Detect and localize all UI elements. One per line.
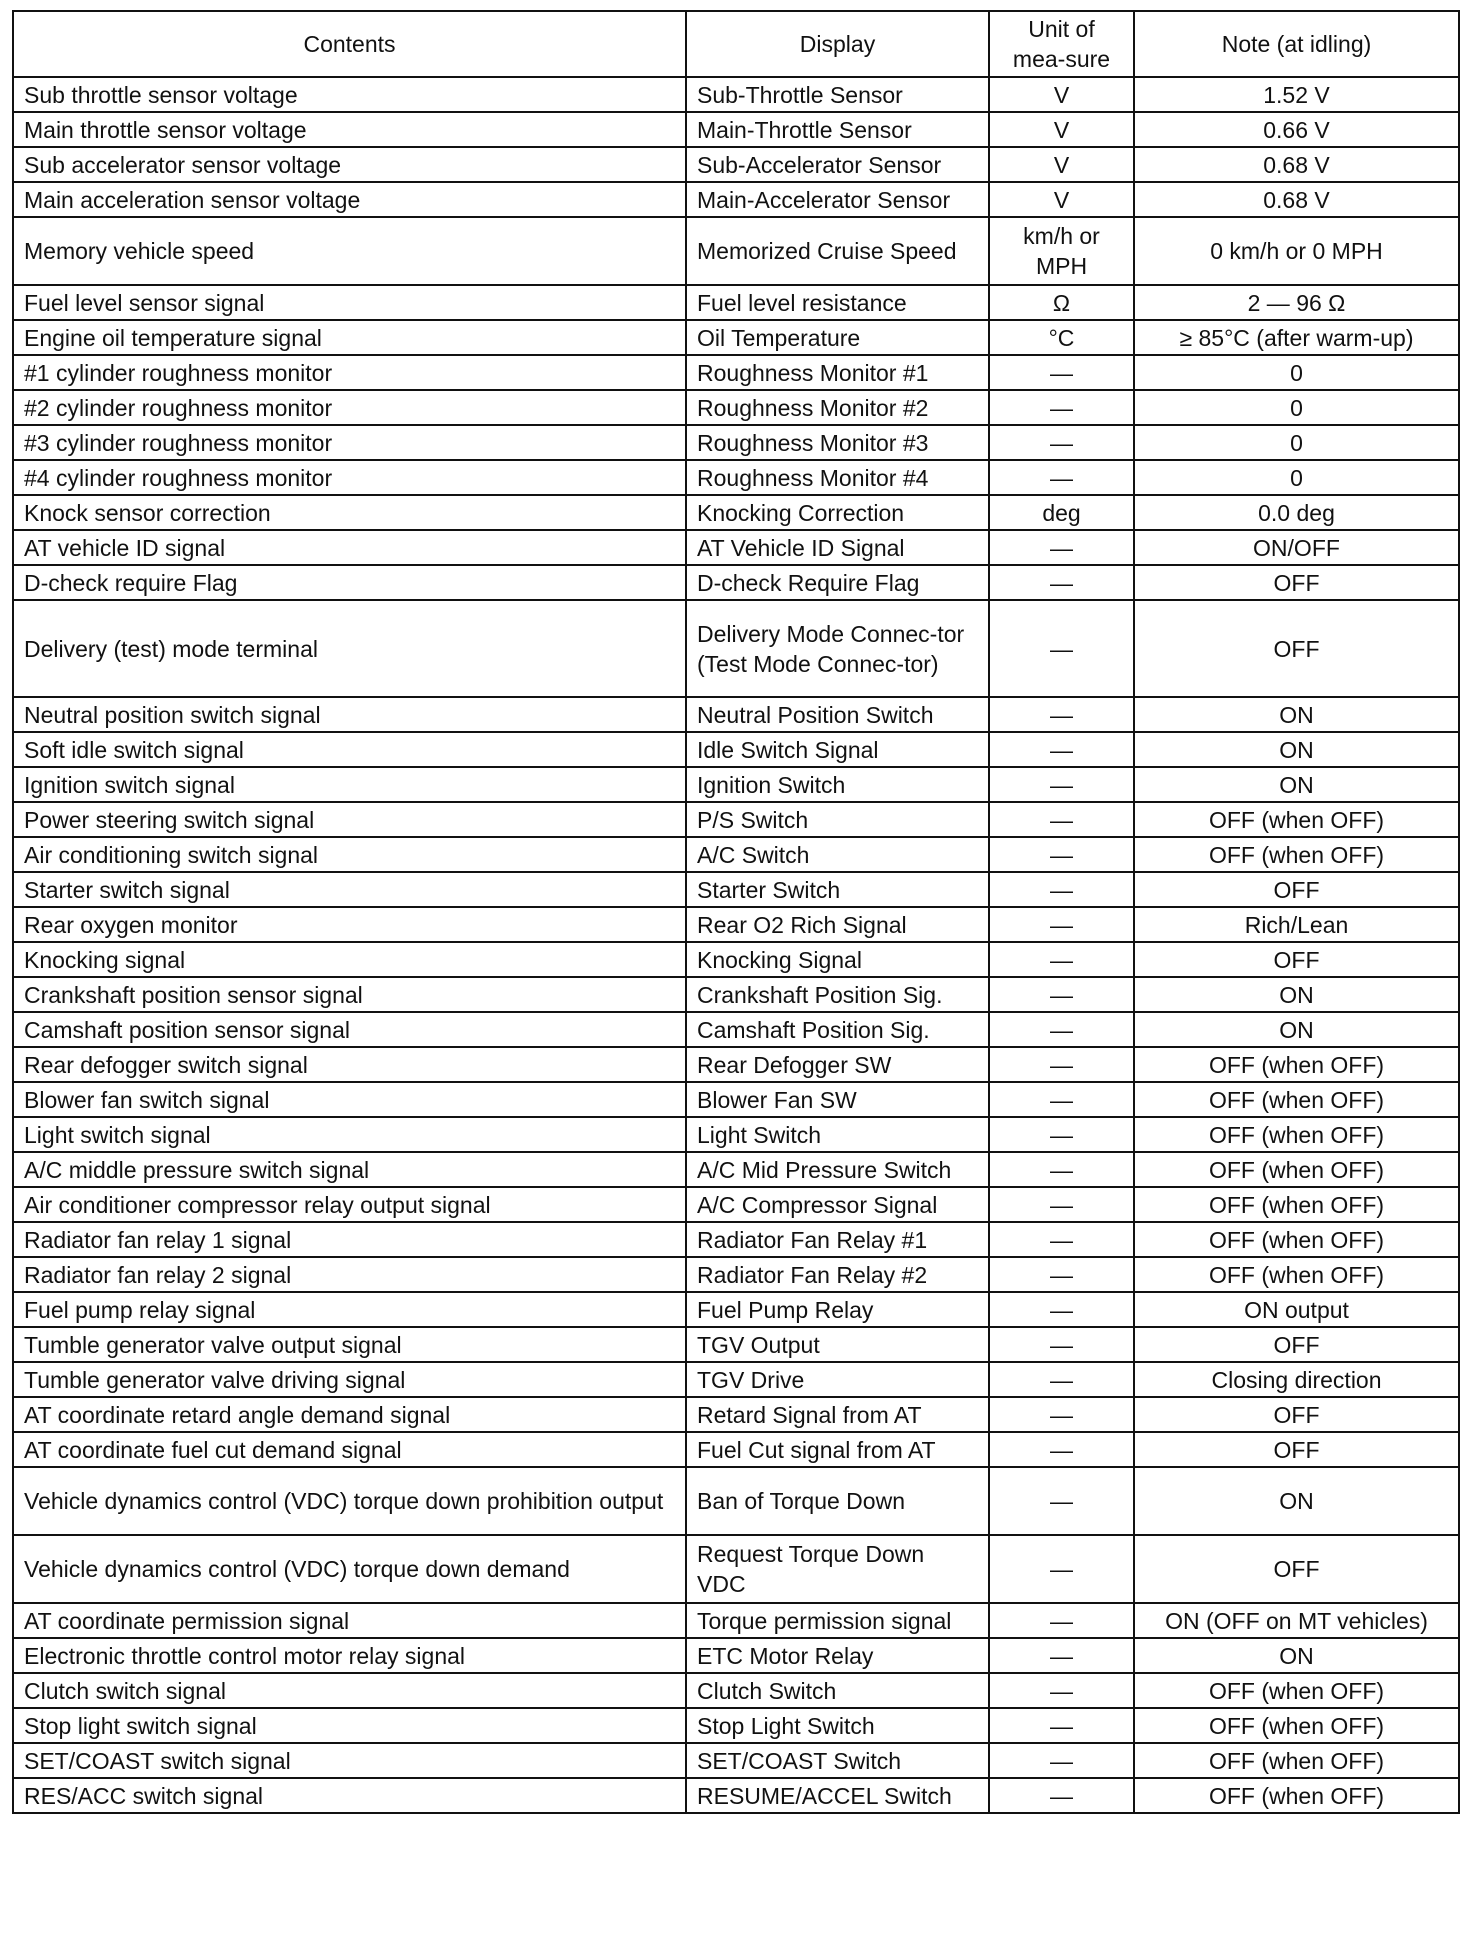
table-body	[13, 77, 1459, 1813]
cell-display: Roughness Monitor #4	[686, 460, 989, 495]
cell-note: OFF	[1134, 1535, 1459, 1603]
cell-note: ON	[1134, 977, 1459, 1012]
table-row	[13, 1743, 1459, 1778]
table-row	[13, 1708, 1459, 1743]
cell-unit: —	[989, 565, 1134, 600]
cell-display: Roughness Monitor #1	[686, 355, 989, 390]
cell-note: OFF (when OFF)	[1134, 1673, 1459, 1708]
cell-contents: Vehicle dynamics control (VDC) torque down prohibition output	[13, 1467, 686, 1535]
table-row	[13, 390, 1459, 425]
cell-display: Delivery Mode Connec-tor (Test Mode Connec-tor)	[686, 600, 989, 697]
cell-unit: —	[989, 802, 1134, 837]
cell-unit: —	[989, 1117, 1134, 1152]
table-row	[13, 1047, 1459, 1082]
cell-unit: V	[989, 147, 1134, 182]
table-row	[13, 182, 1459, 217]
cell-note: ON	[1134, 767, 1459, 802]
table-row	[13, 495, 1459, 530]
cell-unit: —	[989, 1467, 1134, 1535]
table-row	[13, 600, 1459, 697]
cell-note: ON	[1134, 1012, 1459, 1047]
cell-unit: —	[989, 837, 1134, 872]
cell-unit: V	[989, 112, 1134, 147]
cell-display: Main-Accelerator Sensor	[686, 182, 989, 217]
cell-display: Fuel Cut signal from AT	[686, 1432, 989, 1467]
cell-contents: A/C middle pressure switch signal	[13, 1152, 686, 1187]
cell-note: 0.68 V	[1134, 182, 1459, 217]
table-row	[13, 907, 1459, 942]
cell-unit: —	[989, 1187, 1134, 1222]
cell-unit: —	[989, 355, 1134, 390]
cell-note: OFF (when OFF)	[1134, 1778, 1459, 1813]
cell-unit: —	[989, 732, 1134, 767]
table-row	[13, 320, 1459, 355]
table-row	[13, 1222, 1459, 1257]
table-row	[13, 1432, 1459, 1467]
cell-note: 2 — 96 Ω	[1134, 285, 1459, 320]
table-row	[13, 460, 1459, 495]
cell-unit: km/h or MPH	[989, 217, 1134, 285]
cell-contents: AT coordinate permission signal	[13, 1603, 686, 1638]
cell-contents: Camshaft position sensor signal	[13, 1012, 686, 1047]
cell-unit: —	[989, 1362, 1134, 1397]
header-note: Note (at idling)	[1134, 11, 1459, 77]
cell-display: Radiator Fan Relay #2	[686, 1257, 989, 1292]
cell-contents: Rear defogger switch signal	[13, 1047, 686, 1082]
table-row	[13, 565, 1459, 600]
cell-unit: —	[989, 390, 1134, 425]
cell-note: 0	[1134, 390, 1459, 425]
cell-contents: Starter switch signal	[13, 872, 686, 907]
cell-note: ON	[1134, 697, 1459, 732]
cell-contents: Tumble generator valve output signal	[13, 1327, 686, 1362]
cell-note: OFF	[1134, 872, 1459, 907]
data-monitor-table	[12, 10, 1460, 1814]
table-row	[13, 1362, 1459, 1397]
table-row	[13, 1117, 1459, 1152]
cell-contents: Ignition switch signal	[13, 767, 686, 802]
table-row	[13, 977, 1459, 1012]
table-row	[13, 425, 1459, 460]
cell-unit: —	[989, 1397, 1134, 1432]
cell-unit: —	[989, 1082, 1134, 1117]
cell-contents: Stop light switch signal	[13, 1708, 686, 1743]
cell-display: Crankshaft Position Sig.	[686, 977, 989, 1012]
cell-contents: #3 cylinder roughness monitor	[13, 425, 686, 460]
cell-display: Knocking Correction	[686, 495, 989, 530]
table-row	[13, 1292, 1459, 1327]
cell-unit: —	[989, 425, 1134, 460]
cell-note: OFF (when OFF)	[1134, 1743, 1459, 1778]
header-unit: Unit of mea-sure	[989, 11, 1134, 77]
cell-display: Starter Switch	[686, 872, 989, 907]
cell-contents: #1 cylinder roughness monitor	[13, 355, 686, 390]
cell-note: 0	[1134, 425, 1459, 460]
cell-unit: —	[989, 697, 1134, 732]
cell-contents: Soft idle switch signal	[13, 732, 686, 767]
cell-display: Sub-Accelerator Sensor	[686, 147, 989, 182]
cell-unit: —	[989, 942, 1134, 977]
cell-display: Oil Temperature	[686, 320, 989, 355]
cell-contents: Rear oxygen monitor	[13, 907, 686, 942]
table-row	[13, 147, 1459, 182]
table-row	[13, 872, 1459, 907]
cell-note: OFF (when OFF)	[1134, 1257, 1459, 1292]
cell-unit: —	[989, 1432, 1134, 1467]
cell-contents: Tumble generator valve driving signal	[13, 1362, 686, 1397]
cell-unit: —	[989, 530, 1134, 565]
cell-unit: —	[989, 1638, 1134, 1673]
cell-note: ≥ 85°C (after warm-up)	[1134, 320, 1459, 355]
cell-display: Roughness Monitor #3	[686, 425, 989, 460]
table-row	[13, 1535, 1459, 1603]
cell-note: 0 km/h or 0 MPH	[1134, 217, 1459, 285]
cell-unit: °C	[989, 320, 1134, 355]
cell-note: OFF	[1134, 1327, 1459, 1362]
cell-unit: —	[989, 767, 1134, 802]
cell-unit: —	[989, 1603, 1134, 1638]
table-row	[13, 697, 1459, 732]
cell-note: OFF (when OFF)	[1134, 1117, 1459, 1152]
cell-display: AT Vehicle ID Signal	[686, 530, 989, 565]
cell-contents: Memory vehicle speed	[13, 217, 686, 285]
table-row	[13, 767, 1459, 802]
cell-unit: Ω	[989, 285, 1134, 320]
cell-contents: D-check require Flag	[13, 565, 686, 600]
cell-contents: Crankshaft position sensor signal	[13, 977, 686, 1012]
cell-display: Retard Signal from AT	[686, 1397, 989, 1432]
cell-note: OFF (when OFF)	[1134, 837, 1459, 872]
cell-display: Roughness Monitor #2	[686, 390, 989, 425]
cell-unit: —	[989, 1778, 1134, 1813]
header-contents: Contents	[13, 11, 686, 77]
cell-display: Ignition Switch	[686, 767, 989, 802]
cell-note: Rich/Lean	[1134, 907, 1459, 942]
cell-note: 1.52 V	[1134, 77, 1459, 112]
cell-unit: —	[989, 1708, 1134, 1743]
cell-display: Torque permission signal	[686, 1603, 989, 1638]
cell-contents: SET/COAST switch signal	[13, 1743, 686, 1778]
cell-contents: Engine oil temperature signal	[13, 320, 686, 355]
cell-display: Fuel level resistance	[686, 285, 989, 320]
cell-display: Knocking Signal	[686, 942, 989, 977]
cell-contents: Light switch signal	[13, 1117, 686, 1152]
table-row	[13, 1467, 1459, 1535]
cell-note: OFF	[1134, 942, 1459, 977]
cell-display: A/C Mid Pressure Switch	[686, 1152, 989, 1187]
cell-contents: Sub throttle sensor voltage	[13, 77, 686, 112]
cell-unit: —	[989, 1292, 1134, 1327]
cell-note: ON	[1134, 1467, 1459, 1535]
cell-contents: Neutral position switch signal	[13, 697, 686, 732]
cell-contents: AT vehicle ID signal	[13, 530, 686, 565]
cell-note: OFF (when OFF)	[1134, 1222, 1459, 1257]
table-row	[13, 1638, 1459, 1673]
cell-note: 0	[1134, 460, 1459, 495]
cell-contents: Sub accelerator sensor voltage	[13, 147, 686, 182]
cell-note: OFF	[1134, 1397, 1459, 1432]
cell-note: OFF (when OFF)	[1134, 1082, 1459, 1117]
cell-display: Request Torque Down VDC	[686, 1535, 989, 1603]
cell-note: OFF (when OFF)	[1134, 1187, 1459, 1222]
cell-contents: Main acceleration sensor voltage	[13, 182, 686, 217]
cell-display: P/S Switch	[686, 802, 989, 837]
cell-unit: —	[989, 1012, 1134, 1047]
cell-unit: —	[989, 1535, 1134, 1603]
table-row	[13, 1187, 1459, 1222]
cell-contents: #2 cylinder roughness monitor	[13, 390, 686, 425]
cell-display: D-check Require Flag	[686, 565, 989, 600]
cell-note: OFF (when OFF)	[1134, 1152, 1459, 1187]
cell-unit: —	[989, 977, 1134, 1012]
table-row	[13, 285, 1459, 320]
cell-contents: Air conditioner compressor relay output signal	[13, 1187, 686, 1222]
cell-unit: V	[989, 182, 1134, 217]
cell-contents: Air conditioning switch signal	[13, 837, 686, 872]
cell-unit: —	[989, 1152, 1134, 1187]
cell-contents: AT coordinate retard angle demand signal	[13, 1397, 686, 1432]
cell-note: ON (OFF on MT vehicles)	[1134, 1603, 1459, 1638]
cell-display: ETC Motor Relay	[686, 1638, 989, 1673]
cell-unit: —	[989, 872, 1134, 907]
cell-contents: Radiator fan relay 2 signal	[13, 1257, 686, 1292]
cell-display: Rear O2 Rich Signal	[686, 907, 989, 942]
cell-unit: V	[989, 77, 1134, 112]
cell-contents: Electronic throttle control motor relay signal	[13, 1638, 686, 1673]
cell-display: TGV Output	[686, 1327, 989, 1362]
cell-note: 0	[1134, 355, 1459, 390]
cell-note: ON	[1134, 732, 1459, 767]
cell-display: A/C Compressor Signal	[686, 1187, 989, 1222]
cell-contents: Delivery (test) mode terminal	[13, 600, 686, 697]
table-row	[13, 1082, 1459, 1117]
cell-unit: —	[989, 1327, 1134, 1362]
cell-note: OFF (when OFF)	[1134, 802, 1459, 837]
cell-contents: Fuel level sensor signal	[13, 285, 686, 320]
table-row	[13, 1397, 1459, 1432]
cell-unit: —	[989, 1673, 1134, 1708]
cell-display: Radiator Fan Relay #1	[686, 1222, 989, 1257]
cell-contents: Power steering switch signal	[13, 802, 686, 837]
table-row	[13, 837, 1459, 872]
cell-unit: —	[989, 1222, 1134, 1257]
cell-note: OFF (when OFF)	[1134, 1708, 1459, 1743]
cell-contents: #4 cylinder roughness monitor	[13, 460, 686, 495]
cell-contents: Vehicle dynamics control (VDC) torque down demand	[13, 1535, 686, 1603]
cell-contents: Main throttle sensor voltage	[13, 112, 686, 147]
table-row	[13, 1603, 1459, 1638]
cell-display: Rear Defogger SW	[686, 1047, 989, 1082]
cell-unit: —	[989, 907, 1134, 942]
cell-note: ON	[1134, 1638, 1459, 1673]
cell-display: Sub-Throttle Sensor	[686, 77, 989, 112]
cell-contents: Knock sensor correction	[13, 495, 686, 530]
cell-display: SET/COAST Switch	[686, 1743, 989, 1778]
cell-display: Clutch Switch	[686, 1673, 989, 1708]
cell-contents: Clutch switch signal	[13, 1673, 686, 1708]
cell-note: ON output	[1134, 1292, 1459, 1327]
cell-contents: Knocking signal	[13, 942, 686, 977]
cell-note: OFF	[1134, 565, 1459, 600]
cell-note: OFF	[1134, 600, 1459, 697]
cell-display: TGV Drive	[686, 1362, 989, 1397]
cell-display: Main-Throttle Sensor	[686, 112, 989, 147]
cell-unit: —	[989, 1257, 1134, 1292]
table-row	[13, 942, 1459, 977]
cell-unit: —	[989, 1743, 1134, 1778]
cell-display: Stop Light Switch	[686, 1708, 989, 1743]
cell-display: Neutral Position Switch	[686, 697, 989, 732]
cell-contents: RES/ACC switch signal	[13, 1778, 686, 1813]
cell-display: Light Switch	[686, 1117, 989, 1152]
cell-note: OFF (when OFF)	[1134, 1047, 1459, 1082]
cell-contents: Fuel pump relay signal	[13, 1292, 686, 1327]
table-row	[13, 355, 1459, 390]
cell-contents: Radiator fan relay 1 signal	[13, 1222, 686, 1257]
cell-unit: —	[989, 460, 1134, 495]
cell-unit: —	[989, 600, 1134, 697]
table-header-row	[13, 11, 1459, 77]
table-row	[13, 1152, 1459, 1187]
cell-contents: Blower fan switch signal	[13, 1082, 686, 1117]
table-row	[13, 1327, 1459, 1362]
cell-display: A/C Switch	[686, 837, 989, 872]
cell-display: RESUME/ACCEL Switch	[686, 1778, 989, 1813]
cell-unit: —	[989, 1047, 1134, 1082]
cell-note: 0.66 V	[1134, 112, 1459, 147]
cell-note: OFF	[1134, 1432, 1459, 1467]
cell-note: Closing direction	[1134, 1362, 1459, 1397]
table-row	[13, 217, 1459, 285]
cell-unit: deg	[989, 495, 1134, 530]
table-row	[13, 1257, 1459, 1292]
cell-display: Camshaft Position Sig.	[686, 1012, 989, 1047]
table-row	[13, 77, 1459, 112]
cell-display: Ban of Torque Down	[686, 1467, 989, 1535]
cell-display: Blower Fan SW	[686, 1082, 989, 1117]
table-row	[13, 530, 1459, 565]
cell-display: Idle Switch Signal	[686, 732, 989, 767]
table-row	[13, 802, 1459, 837]
cell-display: Fuel Pump Relay	[686, 1292, 989, 1327]
cell-note: 0.68 V	[1134, 147, 1459, 182]
cell-note: ON/OFF	[1134, 530, 1459, 565]
cell-note: 0.0 deg	[1134, 495, 1459, 530]
table-row	[13, 1673, 1459, 1708]
table-row	[13, 112, 1459, 147]
table-row	[13, 1012, 1459, 1047]
header-display: Display	[686, 11, 989, 77]
table-row	[13, 1778, 1459, 1813]
cell-contents: AT coordinate fuel cut demand signal	[13, 1432, 686, 1467]
table-row	[13, 732, 1459, 767]
cell-display: Memorized Cruise Speed	[686, 217, 989, 285]
